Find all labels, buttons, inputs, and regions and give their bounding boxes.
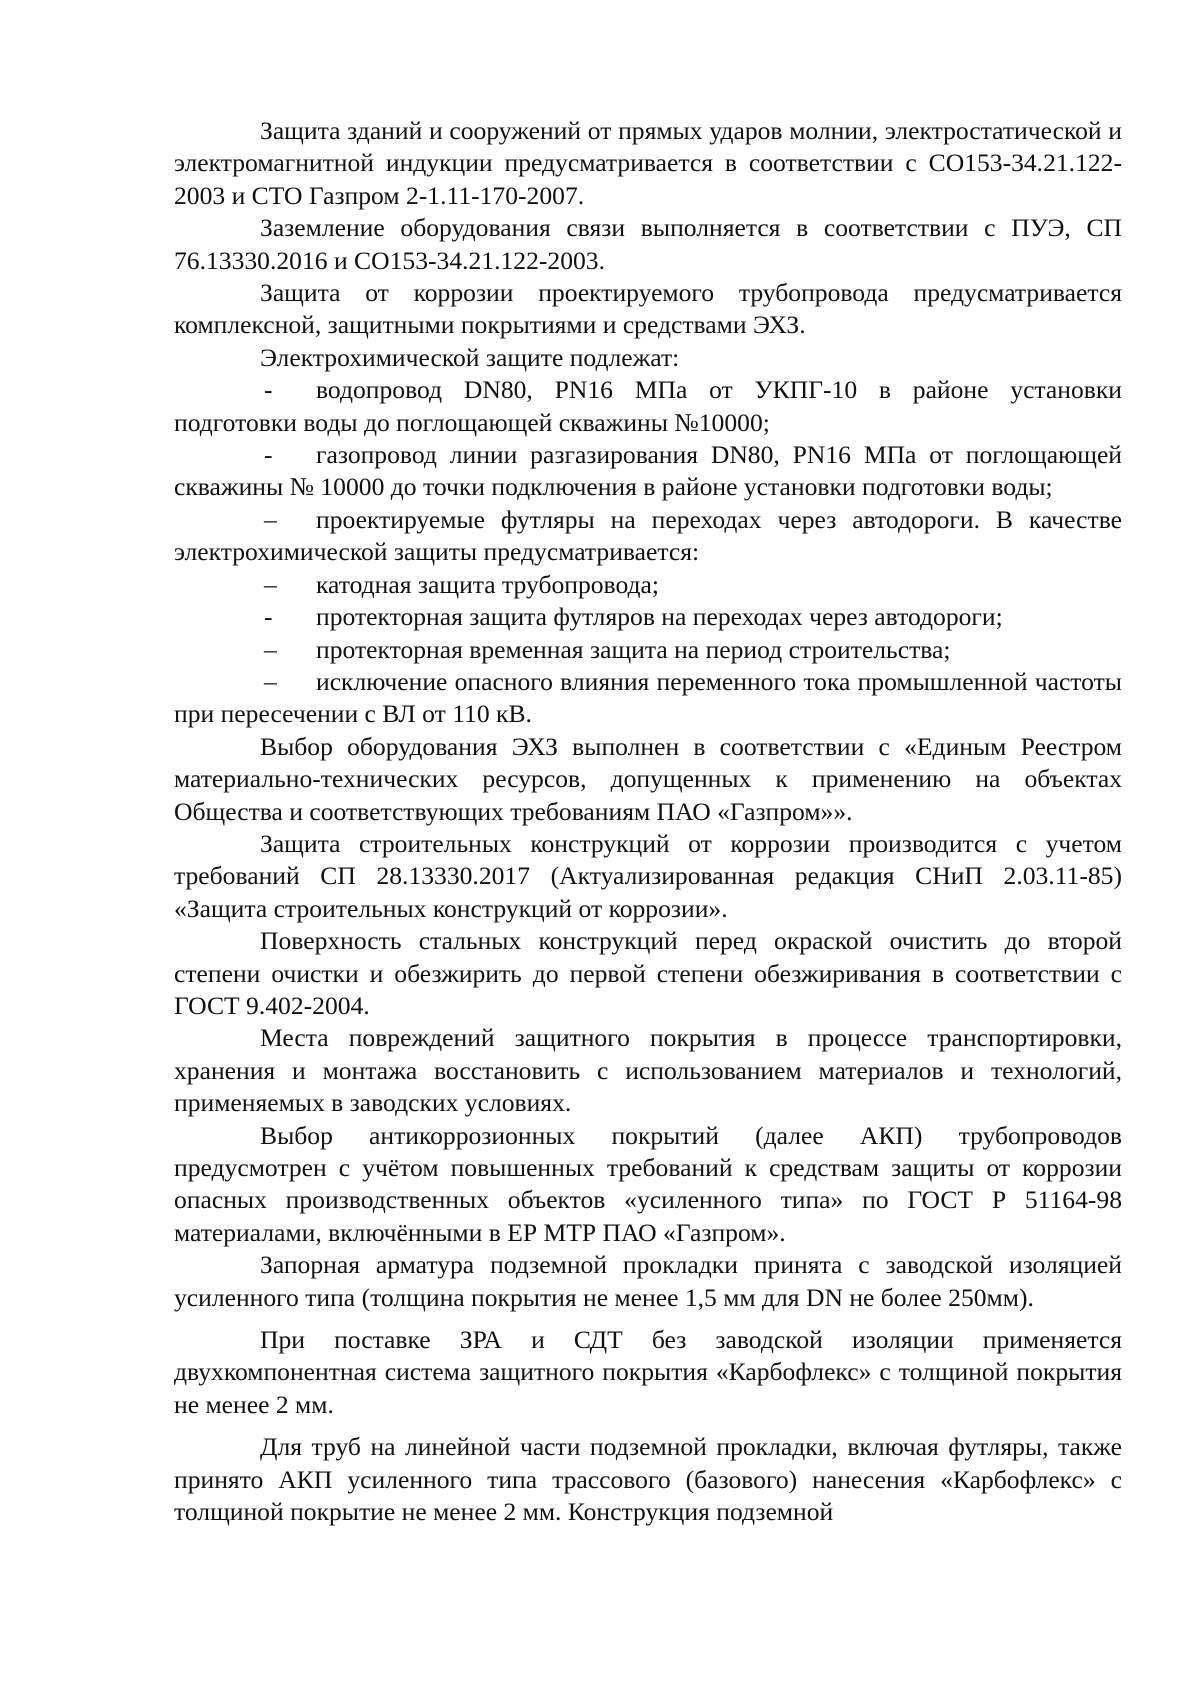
list-item-text: протекторная временная защита на период строительства; bbox=[316, 634, 951, 664]
paragraph-carboflex-system: При поставке ЗРА и СДТ без заводской изоляции применяется двухкомпонентная система защитного покрытия «Карбофлекс» с толщиной покрытия не менее 2 мм. bbox=[174, 1325, 1122, 1419]
list-item bbox=[174, 439, 1122, 504]
list-item-text: катодная защита трубопровода; bbox=[316, 569, 660, 599]
list-item bbox=[174, 634, 1122, 666]
paragraph-ecp-equipment: Выбор оборудования ЭХЗ выполнен в соответствии с «Единым Реестром материально-технических ресурсов, допущенных к применению на объектах Общества и соответствующих требованиям ПАО «Газпром»». bbox=[174, 731, 1122, 826]
paragraph-structures-protection: Защита строительных конструкций от коррозии производится с учетом требований СП 28.13330.2017 (Актуализированная редакция СНиП 2.03.11-85) «Защита строительных конструкций от коррозии». bbox=[174, 828, 1122, 923]
paragraph-linear-pipes: Для труб на линейной части подземной прокладки, включая футляры, также принято АКП усиленного типа трассового (базового) нанесения «Карбофлекс» с толщиной покрытие не менее 2 мм. Конструкция подземной bbox=[174, 1432, 1122, 1527]
ecp-list bbox=[174, 374, 1122, 730]
paragraph-grounding: Заземление оборудования связи выполняется в соответствии с ПУЭ, СП 76.13330.2016 и СО153-34.21.122-2003. bbox=[174, 213, 1122, 275]
list-marker: – bbox=[264, 569, 277, 599]
list-marker: - bbox=[264, 602, 273, 632]
list-marker: – bbox=[264, 504, 277, 534]
list-item-text: водопровод DN80, PN16 МПа от УКПГ-10 в районе установки подготовки воды до поглощающей скважины №10000; bbox=[174, 375, 1122, 437]
list-item bbox=[174, 666, 1122, 731]
list-item-text: проектируемые футляры на переходах через автодороги. В качестве электрохимической защиты предусматривается: bbox=[174, 504, 1122, 567]
list-item-text: исключение опасного влияния переменного тока промышленной частоты при пересечении с ВЛ от 110 кВ. bbox=[174, 666, 1122, 729]
list-item-text: газопровод линии разгазирования DN80, PN16 МПа от поглощающей скважины № 10000 до точки подключения в районе установки подготовки воды; bbox=[174, 440, 1122, 502]
list-marker: – bbox=[264, 634, 277, 664]
document-page bbox=[174, 115, 1122, 1528]
list-item bbox=[174, 601, 1122, 633]
paragraph-damage-repair: Места повреждений защитного покрытия в процессе транспортировки, хранения и монтажа восстановить с использованием материалов и технологий, применяемых в заводских условиях. bbox=[174, 1023, 1122, 1118]
list-item bbox=[174, 569, 1122, 601]
list-marker: – bbox=[264, 666, 277, 696]
list-marker: - bbox=[264, 440, 273, 470]
list-item bbox=[174, 374, 1122, 439]
list-item-text: протекторная защита футляров на переходах через автодороги; bbox=[316, 602, 1003, 632]
paragraph-surface-preparation: Поверхность стальных конструкций перед окраской очистить до второй степени очистки и обезжирить до первой степени обезжиривания в соответствии с ГОСТ 9.402-2004. bbox=[174, 926, 1122, 1020]
paragraph-coating-selection: Выбор антикоррозионных покрытий (далее АКП) трубопроводов предусмотрен с учётом повышенных требований к средствам защиты от коррозии опасных производственных объектов «усиленного типа» по ГОСТ Р 51164-98 материалами, включёнными в ЕР МТР ПАО «Газпром». bbox=[174, 1120, 1122, 1247]
paragraph-valves-insulation: Запорная арматура подземной прокладки принята с заводской изоляцией усиленного типа (толщина покрытия не менее 1,5 мм для DN не более 250мм). bbox=[174, 1250, 1122, 1312]
paragraph-ecp-subject: Электрохимической защите подлежат: bbox=[260, 342, 680, 372]
list-marker: - bbox=[264, 375, 273, 405]
paragraph-corrosion-protection: Защита от коррозии проектируемого трубопровода предусматривается комплексной, защитными покрытиями и средствами ЭХЗ. bbox=[174, 278, 1122, 340]
paragraph-lightning-protection: Защита зданий и сооружений от прямых ударов молнии, электростатической и электромагнитной индукции предусматривается в соответствии с СО153-34.21.122-2003 и СТО Газпром 2-1.11-170-2007. bbox=[174, 116, 1122, 210]
list-item bbox=[174, 504, 1122, 569]
